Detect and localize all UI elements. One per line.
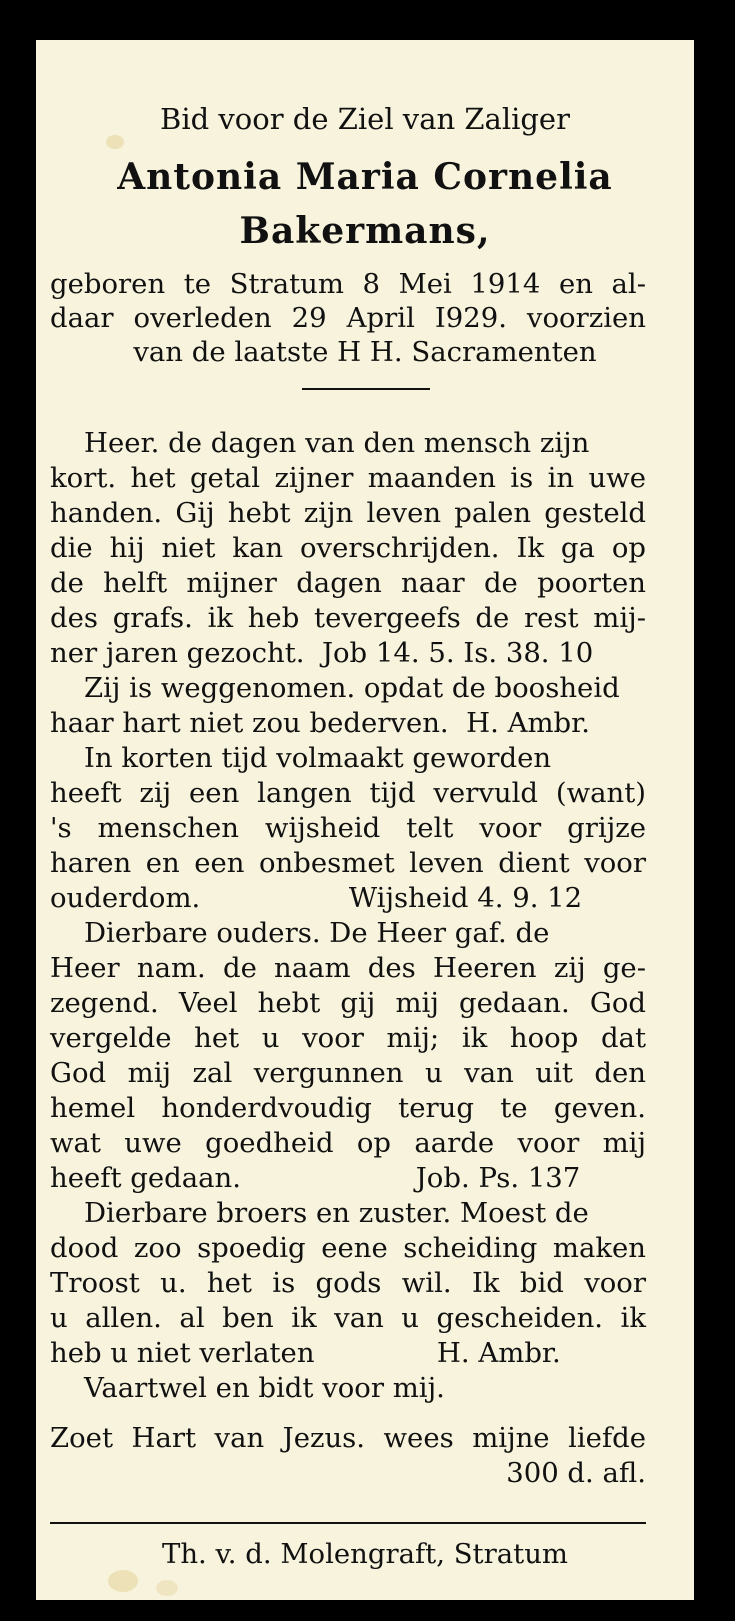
body-line: ner jaren gezocht. Job 14. 5. Is. 38. 10 <box>50 637 594 669</box>
body-line: hemel honderdvoudig terug te geven. <box>50 1092 646 1124</box>
body-line: In korten tijd volmaakt geworden <box>84 742 552 774</box>
short-divider <box>302 388 430 390</box>
body-line: u allen. al ben ik van u gescheiden. ik <box>50 1302 646 1334</box>
body-line: God mij zal vergunnen u van uit den <box>50 1057 646 1089</box>
body-line: ouderdom. Wijsheid 4. 9. 12 <box>50 882 583 914</box>
deceased-name-line1: Antonia Maria Cornelia <box>117 156 613 198</box>
body-line: kort. het getal zijner maanden is in uwe <box>50 462 646 494</box>
body-line: wat uwe goedheid op aarde voor mij <box>50 1127 646 1159</box>
body-line: 's menschen wijsheid telt voor grijze <box>50 812 646 844</box>
body-line: dood zoo spoedig eene scheiding maken <box>50 1232 646 1264</box>
indulgence-note: 300 d. afl. <box>506 1457 646 1489</box>
body-line: Heer nam. de naam des Heeren zij ge- <box>50 952 646 984</box>
body-line: des grafs. ik heb tevergeefs de rest mij- <box>50 602 646 634</box>
intro-line: van de laatste H H. Sacramenten <box>133 336 597 368</box>
body-line: heeft gedaan. Job. Ps. 137 <box>50 1162 581 1194</box>
body-line: zegend. Veel hebt gij mij gedaan. God <box>50 987 646 1019</box>
intro-line: geboren te Stratum 8 Mei 1914 en al- <box>50 268 646 300</box>
body-line: handen. Gij hebt zijn leven palen gesteld <box>50 497 646 529</box>
body-line: de helft mijner dagen naar de poorten <box>50 567 646 599</box>
body-line: vergelde het u voor mij; ik hoop dat <box>50 1022 646 1054</box>
footer-divider <box>50 1522 646 1524</box>
body-line: die hij niet kan overschrijden. Ik ga op <box>50 532 646 564</box>
body-line: heb u niet verlaten H. Ambr. <box>50 1337 561 1369</box>
body-line: Zij is weggenomen. opdat de boosheid <box>84 672 620 704</box>
body-line: Heer. de dagen van den mensch zijn <box>84 427 590 459</box>
deceased-name-line2: Bakermans, <box>239 210 491 252</box>
printer-credit: Th. v. d. Molengraft, Stratum <box>161 1538 568 1570</box>
memorial-card <box>36 40 694 1600</box>
body-line: Troost u. het is gods wil. Ik bid voor <box>50 1267 646 1299</box>
body-line: haar hart niet zou bederven. H. Ambr. <box>50 707 591 739</box>
closing-prayer: Zoet Hart van Jezus. wees mijne liefde <box>50 1422 646 1454</box>
body-line: heeft zij een langen tijd vervuld (want) <box>50 777 646 809</box>
body-line: Dierbare broers en zuster. Moest de <box>84 1197 589 1229</box>
body-line: Dierbare ouders. De Heer gaf. de <box>84 917 550 949</box>
body-line: haren en een onbesmet leven dient voor <box>50 847 646 879</box>
body-line: Vaartwel en bidt voor mij. <box>84 1372 445 1404</box>
prayer-heading: Bid voor de Ziel van Zaliger <box>160 102 570 136</box>
intro-line: daar overleden 29 April I929. voorzien <box>50 302 646 334</box>
